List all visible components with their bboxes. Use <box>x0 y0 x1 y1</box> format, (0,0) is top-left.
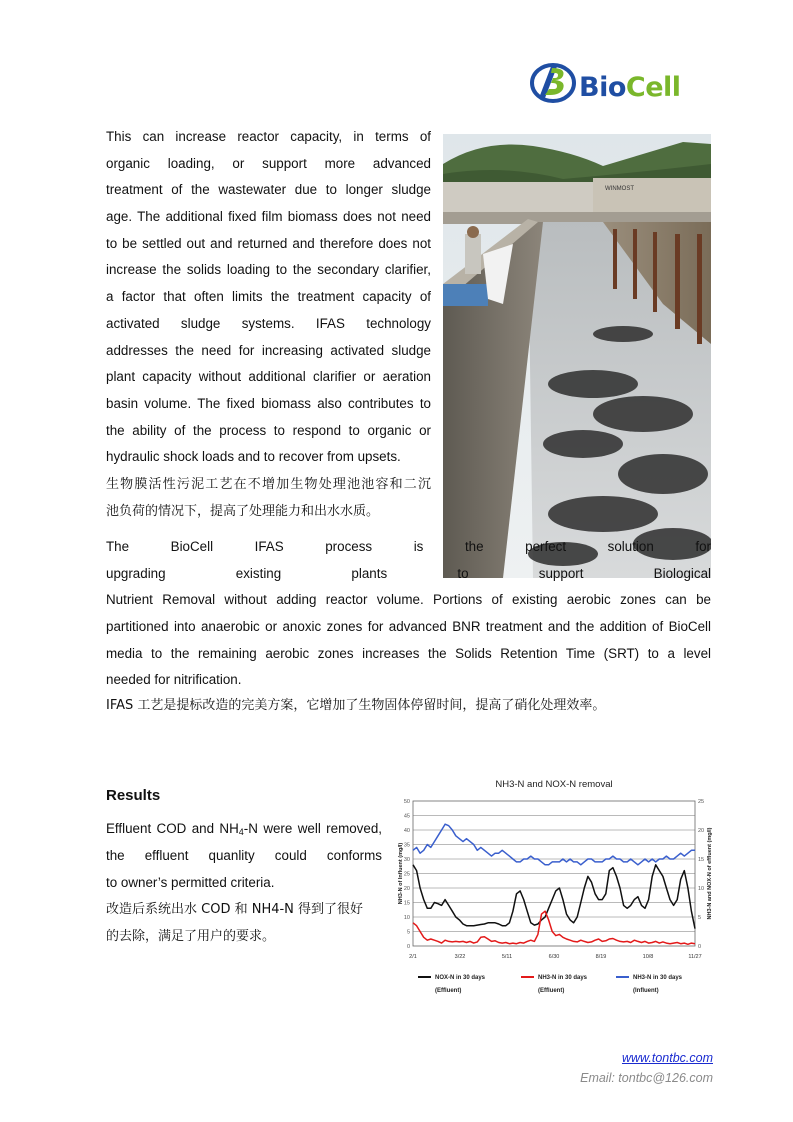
legend-sublabel-0: (Effluent) <box>435 988 462 994</box>
left-tick-label: 15 <box>403 900 410 907</box>
results-line-2: the effluent quanlity could conforms <box>106 848 382 863</box>
right-tick-label: 15 <box>698 857 705 863</box>
results-line-1: Effluent COD and $NH_4-N$ were well removed, <box>106 821 382 837</box>
results-text <box>106 815 382 950</box>
removal-chart-svg <box>388 774 718 999</box>
legend-sublabel-1: (Effluent) <box>538 988 565 994</box>
svg-text:WINMOST: WINMOST <box>605 186 634 192</box>
ifas-tank-photo <box>443 134 711 578</box>
text-line: increase the solids loading to the secondary clarifier, <box>106 262 431 278</box>
right-tick-label: 10 <box>698 886 705 892</box>
left-tick-label: 45 <box>403 813 410 820</box>
left-tick-label: 40 <box>403 828 410 834</box>
legend-label-0: NOX-N in 30 days <box>435 975 486 981</box>
contact-email: Email: tontbc@126.com <box>580 1071 713 1085</box>
text-line: treatment of the wastewater due to longer sludge <box>106 182 431 198</box>
intro-paragraph <box>106 124 431 471</box>
x-tick-label: 6/30 <box>548 954 560 960</box>
text-line: media to the remaining aerobic zones increases the Solids Retention Time (SRT) to a level <box>106 645 711 661</box>
right-tick-label: 5 <box>698 915 702 921</box>
left-tick-label: 5 <box>406 929 410 936</box>
website-link[interactable]: www.tontbc.com <box>621 1051 713 1065</box>
ifas-tank-photo-image <box>443 134 711 578</box>
x-tick-label: 11/27 <box>688 954 702 960</box>
left-tick-label: 0 <box>406 944 410 950</box>
text-line: The BioCell IFAS process is the perfect solution for <box>106 539 711 554</box>
text-line: the ability of the process to respond to organic or <box>106 422 431 438</box>
process-paragraph-chinese: IFAS 工艺是提标改造的完美方案，它增加了生物固体停留时间，提高了硝化处理效率。 <box>106 698 606 713</box>
legend-label-2: NH3-N in 30 days <box>633 975 683 981</box>
text-line: partitioned into anaerobic or anoxic zones for advanced BNR treatment and the addition of BioCell <box>106 619 711 635</box>
biocell-logo-mark <box>530 58 576 104</box>
results-line-cn-2: 的去除，满足了用户的要求。 <box>106 929 276 944</box>
x-tick-label: 5/11 <box>501 954 513 960</box>
text-line: addresses the need for increasing activated sludge <box>106 342 431 358</box>
process-paragraph <box>106 534 711 694</box>
text-line: Nutrient Removal without adding reactor volume. Portions of existing aerobic zones can be <box>106 592 711 608</box>
text-line: 生物膜活性污泥工艺在不增加生物处理池池容和二沉 <box>106 477 431 492</box>
right-tick-label: 0 <box>698 944 702 950</box>
x-tick-label: 10/8 <box>642 954 654 960</box>
text-line: needed for nitrification. <box>106 672 242 688</box>
text-line: hydraulic shock loads and to recover from upsets. <box>106 449 401 465</box>
text-line: age. The additional fixed film biomass does not need <box>106 209 431 225</box>
left-tick-label: 35 <box>403 842 410 849</box>
text-line: This can increase reactor capacity, in terms of <box>106 129 431 144</box>
left-tick-label: 30 <box>403 857 410 863</box>
chart-title: NH3-N and NOX-N removal <box>495 779 613 790</box>
left-axis-label: NH3-N of Influent (mg/l) <box>398 842 404 905</box>
results-heading: Results <box>106 787 161 804</box>
left-tick-label: 20 <box>403 886 410 892</box>
left-tick-label: 25 <box>403 871 410 878</box>
biocell-logo <box>530 58 715 110</box>
x-tick-label: 2/1 <box>409 954 417 960</box>
logo-wordmark: BioCell <box>579 72 681 103</box>
x-tick-label: 8/19 <box>595 954 607 960</box>
results-line-3: to owner’s permitted criteria. <box>106 875 275 890</box>
text-line: to be settled out and returned and therefore does not <box>106 235 431 251</box>
x-tick-label: 3/22 <box>454 954 466 960</box>
right-tick-label: 25 <box>698 799 705 805</box>
text-line: a factor that often limits the treatment capacity of <box>106 289 431 305</box>
text-line: plant capacity without additional clarifier or aeration <box>106 369 431 385</box>
legend-label-1: NH3-N in 30 days <box>538 975 588 981</box>
right-axis-label: NH3-N and NOX-N of effluent (mg/l) <box>707 827 713 920</box>
left-tick-label: 10 <box>403 915 410 921</box>
text-line: 池负荷的情况下，提高了处理能力和出水水质。 <box>106 503 380 519</box>
text-line: activated sludge systems. IFAS technology <box>106 315 431 331</box>
text-line: basin volume. The fixed biomass also contributes to <box>106 395 431 411</box>
intro-paragraph-chinese <box>106 472 431 525</box>
right-tick-label: 20 <box>698 828 705 834</box>
legend-sublabel-2: (Influent) <box>633 988 659 994</box>
left-tick-label: 50 <box>403 799 410 805</box>
text-line: organic loading, or support more advanced <box>106 155 431 171</box>
text-line: upgrading existing plants to support Biological <box>106 565 711 581</box>
results-line-cn-1: 改造后系统出水 COD 和 NH4-N 得到了很好 <box>106 902 364 917</box>
removal-chart <box>388 774 718 999</box>
